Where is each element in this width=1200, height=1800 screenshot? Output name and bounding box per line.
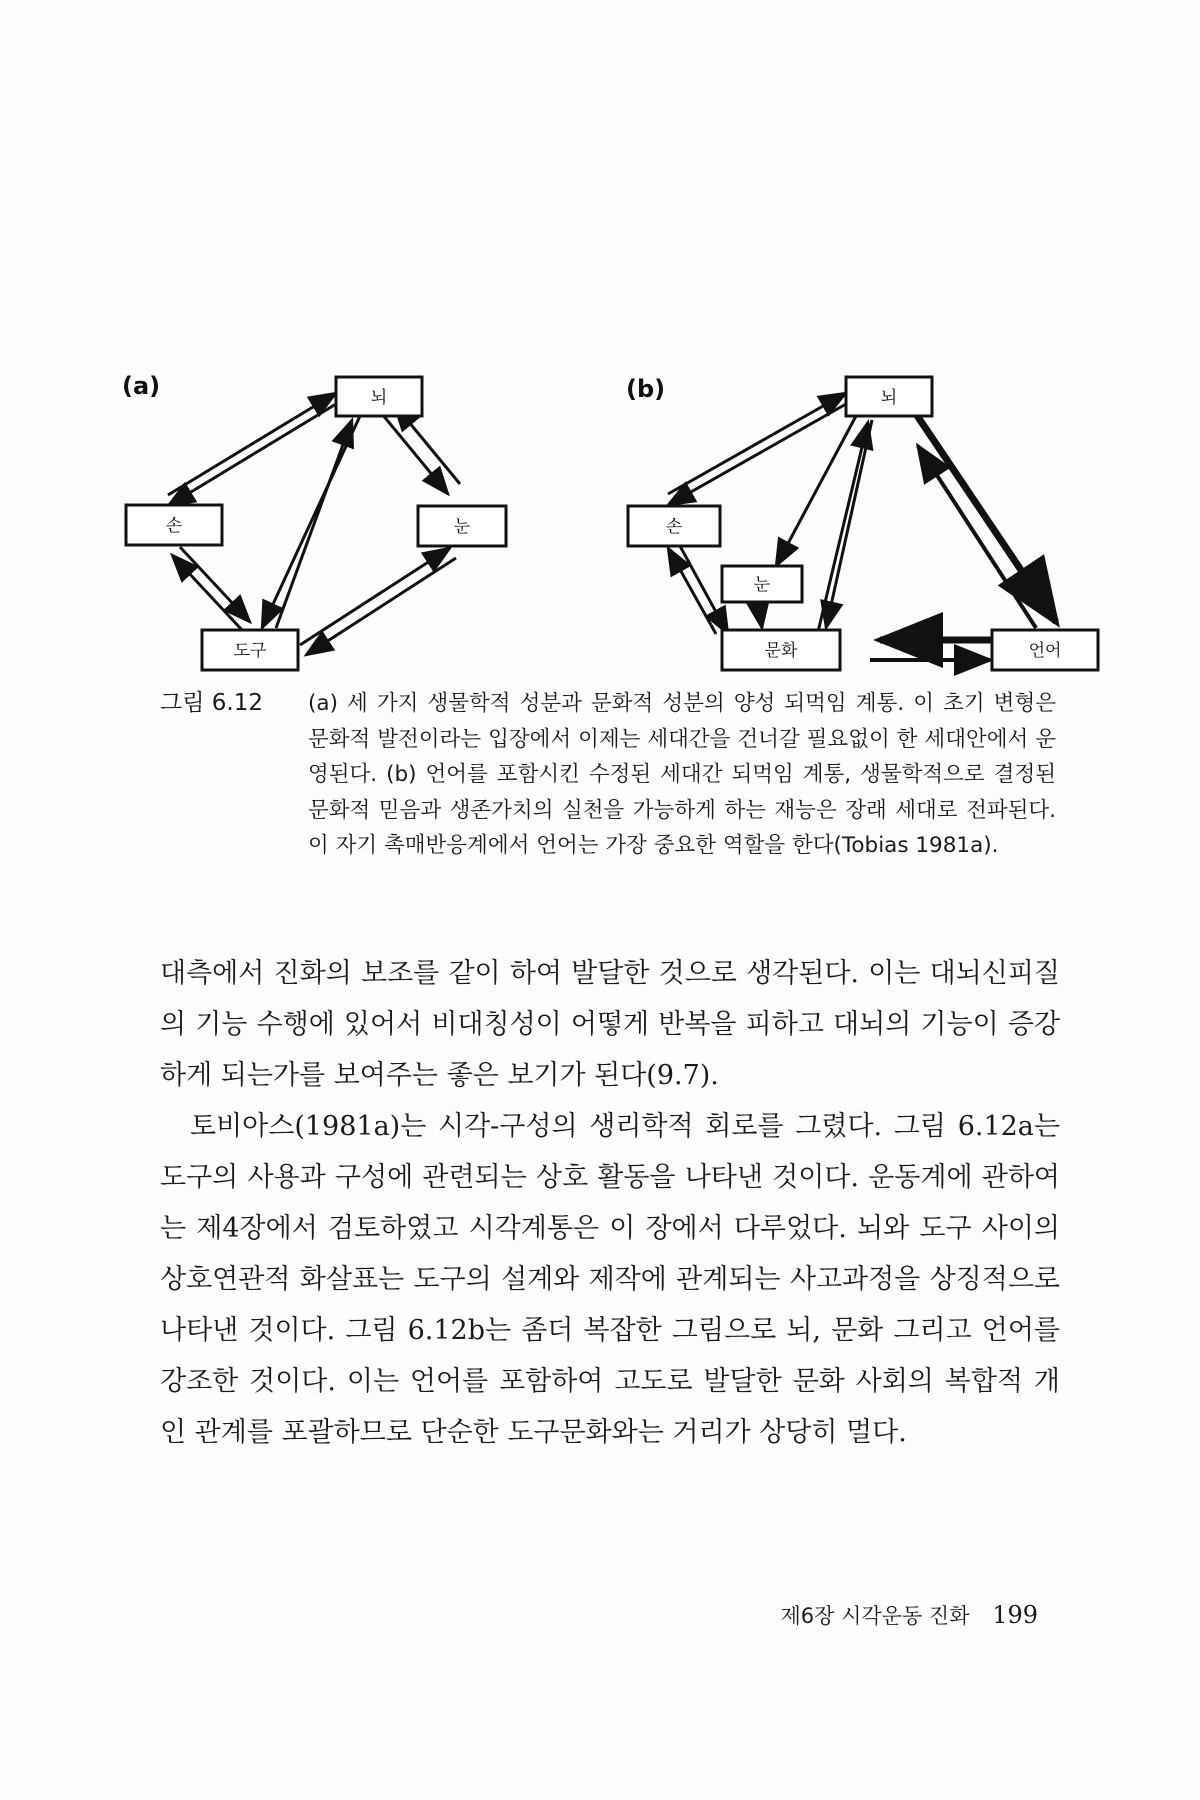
- running-footer: [781, 1600, 1039, 1630]
- arrow-hand-to-brain: [168, 393, 336, 495]
- arrow-culture-to-brain-b: [818, 422, 868, 632]
- arrow-brain-to-language-b: [916, 414, 1056, 622]
- arrow-tool-to-brain: [276, 420, 352, 628]
- body-text: [160, 948, 1060, 1458]
- figure-6-12: [0, 0, 1200, 700]
- node-b-culture: [722, 630, 840, 670]
- arrow-culture-to-hand-b: [668, 548, 716, 634]
- svg-text:뇌: 뇌: [370, 388, 388, 408]
- panel-a: [122, 372, 506, 670]
- node-a-tool: [202, 630, 298, 670]
- svg-text:눈: 눈: [753, 575, 771, 595]
- svg-text:뇌: 뇌: [880, 388, 898, 408]
- arrow-hand-to-brain-b: [668, 393, 846, 494]
- arrow-brain-to-hand-b: [668, 404, 846, 505]
- arrow-brain-to-eye: [382, 414, 448, 494]
- node-b-brain: [846, 377, 932, 416]
- figure-caption: [160, 686, 1060, 864]
- svg-text:도구: 도구: [233, 641, 267, 661]
- caption-text: (a) 세 가지 생물학적 성분과 문화적 성분의 양성 되먹임 계통. 이 초기 변형은 문화적 발전이라는 입장에서 이제는 세대간을 건너갈 필요없이 한 세대안에서 운영된다. (b) 언어를 포함시킨 수정된 세대간 되먹임 계통, 생물학적으로 결정된 문화적 믿음과 생존가치의 실천을 가능하게 하는 재능은 장래 세대로 전파된다. 이 자기 촉매반응계에서 언어는 가장 중요한 역할을 한다(Tobias 1981a).: [308, 691, 1056, 858]
- paragraph-1: 대측에서 진화의 보조를 같이 하여 발달한 것으로 생각된다. 이는 대뇌신피질의 기능 수행에 있어서 비대칭성이 어떻게 반복을 피하고 대뇌의 기능이 증강하게 되는가를 보여주는 좋은 보기가 된다(9.7).: [160, 958, 1060, 1091]
- panel-b-label: (b): [626, 375, 666, 403]
- arrow-brain-to-culture-b: [826, 420, 872, 628]
- arrow-brain-to-tool: [262, 416, 360, 628]
- arrow-brain-to-hand: [168, 404, 336, 506]
- caption-label: 그림 6.12: [160, 690, 263, 716]
- arrow-eye-to-culture-b: [758, 602, 762, 628]
- arrow-hand-to-tool: [180, 547, 250, 622]
- panel-a-label: (a): [122, 372, 161, 400]
- paragraph-2: 토비아스(1981a)는 시각-구성의 생리학적 회로를 그렸다. 그림 6.12a는 도구의 사용과 구성에 관련되는 상호 활동을 나타낸 것이다. 운동계에 관하여는 제4장에서 검토하였고 시각계통은 이 장에서 다루었다. 뇌와 도구 사이의 상호연관적 화살표는 도구의 설계와 제작에 관계되는 사고과정을 상징적으로 나타낸 것이다. 그림 6.12b는 좀더 복잡한 그림으로 뇌, 문화 그리고 언어를 강조한 것이다. 이는 언어를 포함하여 고도로 발달한 문화 사회의 복합적 개인 관계를 포괄하므로 단순한 도구문화와는 거리가 상당히 멀다.: [160, 1111, 1060, 1448]
- svg-text:손: 손: [665, 517, 683, 537]
- svg-text:손: 손: [165, 516, 183, 536]
- arrow-tool-to-hand: [172, 555, 242, 630]
- arrow-tool-to-eye: [300, 548, 450, 645]
- panel-b: [626, 375, 1098, 670]
- svg-text:언어: 언어: [1028, 641, 1062, 661]
- node-a-brain: [336, 377, 422, 416]
- arrow-language-to-brain-b: [918, 446, 1036, 628]
- node-a-hand: [126, 505, 222, 545]
- page-number: 199: [992, 1601, 1038, 1629]
- node-a-eye: [418, 506, 506, 546]
- node-b-hand: [628, 506, 720, 546]
- node-b-eye: [722, 566, 802, 602]
- chapter-title: 제6장 시각운동 진화: [780, 1604, 970, 1628]
- node-b-language: [992, 630, 1098, 670]
- arrow-eye-to-tool: [306, 558, 456, 655]
- svg-text:문화: 문화: [764, 641, 798, 661]
- svg-text:눈: 눈: [453, 517, 471, 537]
